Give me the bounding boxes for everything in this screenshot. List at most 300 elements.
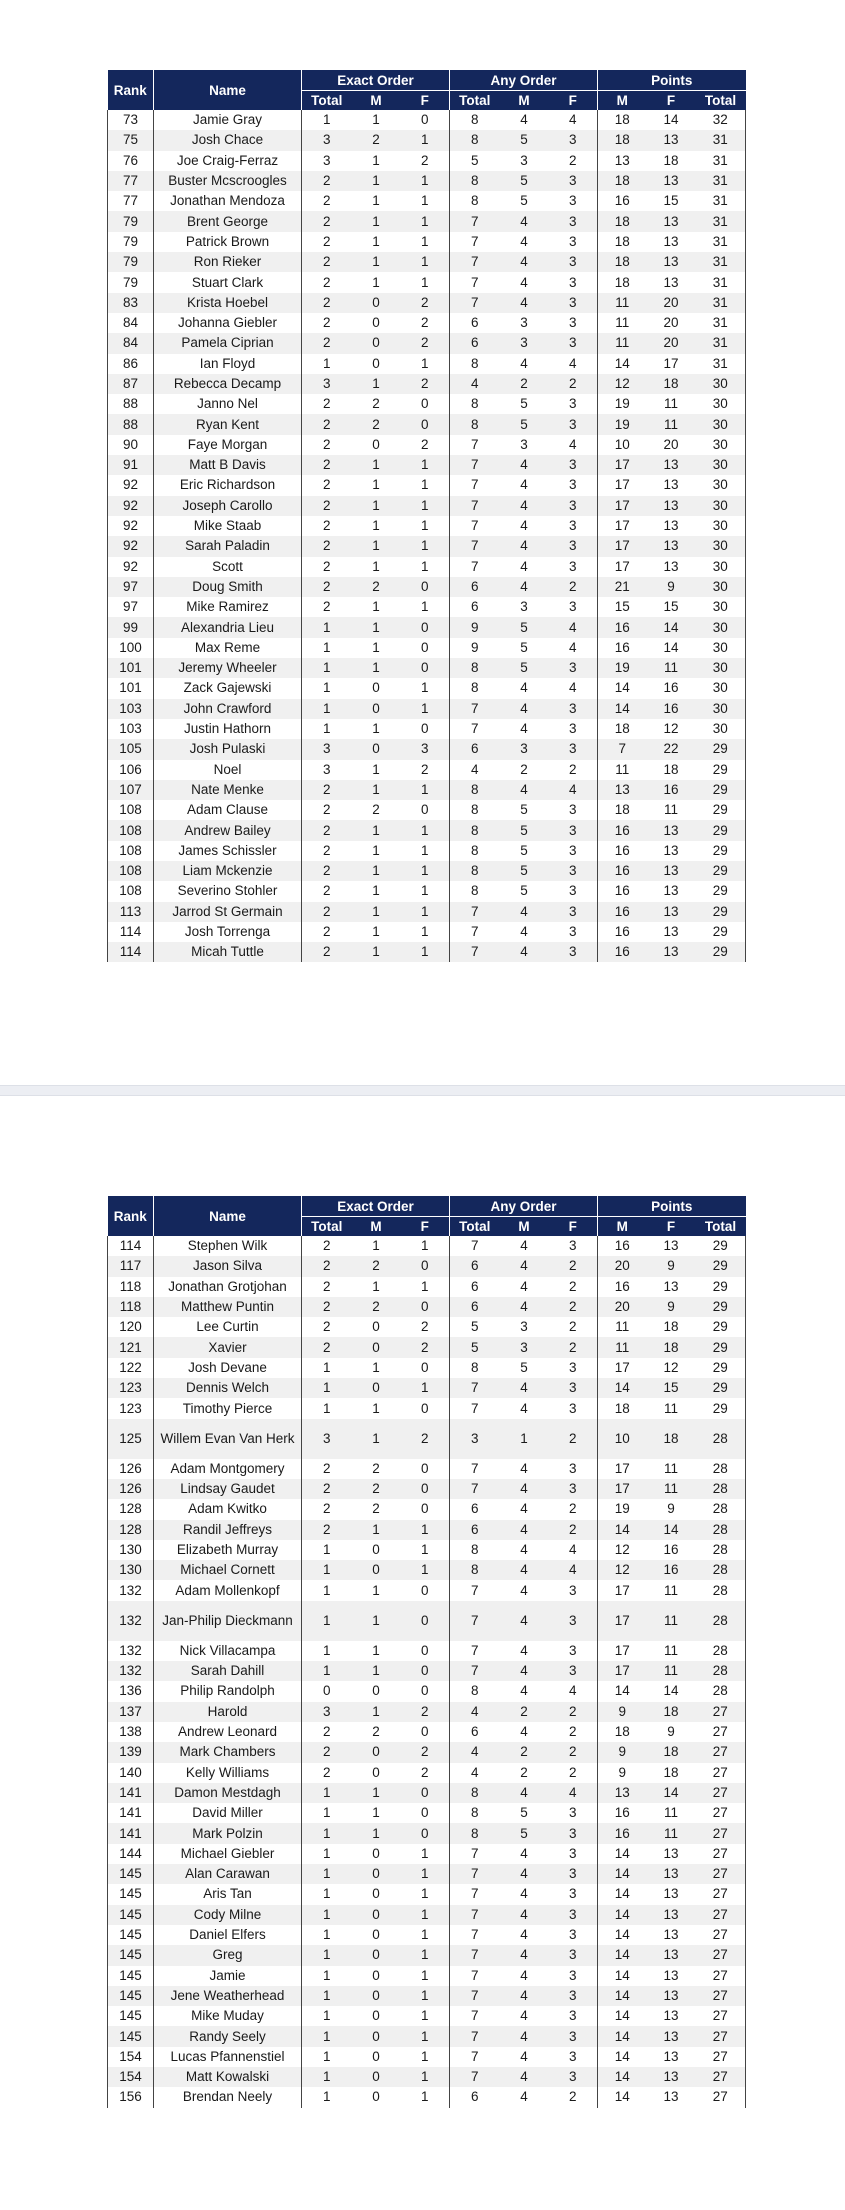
points-total-cell: 28 xyxy=(696,1419,746,1459)
table-row xyxy=(108,841,746,861)
exact-m-cell: 1 xyxy=(352,1419,401,1459)
points-f-cell: 9 xyxy=(647,577,696,597)
points-m-cell: 18 xyxy=(614,1400,630,1416)
exact-f-cell: 2 xyxy=(401,1419,450,1459)
exact-m-cell: 1 xyxy=(352,1702,401,1722)
exact-m-cell: 0 xyxy=(372,2048,380,2064)
points-f-cell: 13 xyxy=(663,842,679,858)
any-m-cell: 2 xyxy=(500,1742,549,1762)
any-total-cell: 7 xyxy=(450,2026,500,2046)
table-row xyxy=(108,1378,746,1398)
exact-total-cell: 2 xyxy=(322,233,331,249)
points-f-cell: 13 xyxy=(647,171,696,191)
any-f-cell: 3 xyxy=(549,1378,598,1398)
header-rank: Rank xyxy=(108,70,154,110)
name-cell: Eric Richardson xyxy=(154,475,302,495)
exact-total-cell: 1 xyxy=(322,1967,331,1983)
points-total-cell: 27 xyxy=(696,1844,746,1864)
any-m-cell: 5 xyxy=(500,820,549,840)
rank-cell: 145 xyxy=(108,2006,154,2026)
points-total-cell: 27 xyxy=(696,1702,746,1722)
points-f-cell: 13 xyxy=(663,558,679,574)
table-row xyxy=(108,1905,746,1925)
rank-cell: 77 xyxy=(108,171,154,191)
any-total-cell: 7 xyxy=(450,1601,500,1641)
points-f-cell: 13 xyxy=(663,1238,679,1254)
points-m-cell: 9 xyxy=(598,1742,647,1762)
exact-total-cell: 1 xyxy=(322,1359,331,1375)
points-total-cell: 30 xyxy=(696,678,746,698)
name-cell: Elizabeth Murray xyxy=(154,1540,302,1560)
table-row xyxy=(108,1256,746,1276)
any-m-cell: 4 xyxy=(520,112,528,128)
points-f-cell: 13 xyxy=(663,1845,679,1861)
exact-total-cell: 2 xyxy=(302,171,352,191)
points-total-cell: 30 xyxy=(696,475,746,495)
points-m-cell: 16 xyxy=(614,842,630,858)
points-m-cell: 17 xyxy=(614,518,630,534)
any-f-cell: 3 xyxy=(549,394,598,414)
name-cell: Sarah Paladin xyxy=(154,536,302,556)
points-total-cell: 30 xyxy=(696,699,746,719)
rank-cell: 77 xyxy=(108,191,154,211)
any-total-cell: 7 xyxy=(471,518,479,534)
any-m-cell: 2 xyxy=(520,761,528,777)
any-total-cell: 8 xyxy=(450,820,500,840)
any-f-cell: 2 xyxy=(549,1277,598,1297)
points-total-cell: 30 xyxy=(696,557,746,577)
name-cell: Brent George xyxy=(154,211,302,231)
exact-total-cell: 1 xyxy=(302,1864,352,1884)
name-cell: Johanna Giebler xyxy=(154,313,302,333)
exact-m-cell: 0 xyxy=(352,1378,401,1398)
name-cell: Josh Chace xyxy=(154,130,302,150)
name-cell: Max Reme xyxy=(154,638,302,658)
points-m-cell: 18 xyxy=(614,274,630,290)
any-total-cell: 7 xyxy=(450,455,500,475)
any-m-cell: 4 xyxy=(520,721,528,737)
name-cell: Adam Clause xyxy=(154,800,302,820)
points-f-cell: 14 xyxy=(647,617,696,637)
points-total-cell: 27 xyxy=(696,2047,746,2067)
rank-cell: 132 xyxy=(108,1601,154,1641)
any-f-cell: 2 xyxy=(549,760,598,780)
table-row xyxy=(108,1459,746,1479)
points-total-cell: 30 xyxy=(696,496,746,516)
rank-cell: 140 xyxy=(108,1763,154,1783)
points-total-cell: 27 xyxy=(696,1905,746,1925)
points-total-cell: 30 xyxy=(696,374,746,394)
name-cell: Adam Montgomery xyxy=(154,1459,302,1479)
any-total-cell: 8 xyxy=(471,1359,479,1375)
points-f-cell: 11 xyxy=(664,396,679,412)
name-cell: Ryan Kent xyxy=(154,414,302,434)
exact-m-cell: 1 xyxy=(372,1238,380,1254)
header-any-f: F xyxy=(549,91,598,111)
points-f-cell: 11 xyxy=(664,802,679,818)
any-m-cell: 5 xyxy=(500,861,549,881)
table-row xyxy=(108,475,746,495)
points-f-cell: 9 xyxy=(667,1501,675,1517)
name-cell: Mike Muday xyxy=(154,2006,302,2026)
exact-m-cell: 1 xyxy=(372,274,380,290)
points-total-cell: 28 xyxy=(696,1580,746,1600)
points-m-cell: 14 xyxy=(614,1967,630,1983)
any-total-cell: 4 xyxy=(450,374,500,394)
exact-total-cell: 2 xyxy=(302,861,352,881)
rank-cell: 122 xyxy=(108,1358,154,1378)
any-total-cell: 7 xyxy=(450,902,500,922)
exact-m-cell: 2 xyxy=(372,1724,380,1740)
table-row xyxy=(108,130,746,150)
name-cell: Micah Tuttle xyxy=(154,942,302,962)
table-row xyxy=(108,719,746,739)
points-total-cell: 30 xyxy=(696,617,746,637)
table-row xyxy=(108,800,746,820)
exact-f-cell: 0 xyxy=(401,1601,450,1641)
rank-cell: 108 xyxy=(108,881,154,901)
exact-f-cell: 1 xyxy=(401,1378,450,1398)
exact-total-cell: 2 xyxy=(322,599,331,615)
table-row xyxy=(108,1560,746,1580)
rank-cell: 123 xyxy=(108,1378,154,1398)
exact-m-cell: 0 xyxy=(352,333,401,353)
points-m-cell: 14 xyxy=(614,1927,630,1943)
points-m-cell: 20 xyxy=(598,1297,647,1317)
points-m-cell: 14 xyxy=(598,699,647,719)
points-total-cell: 27 xyxy=(696,2006,746,2026)
name-cell: John Crawford xyxy=(154,699,302,719)
any-f-cell: 3 xyxy=(549,475,598,495)
exact-f-cell: 1 xyxy=(401,455,450,475)
any-f-cell: 2 xyxy=(549,1317,598,1337)
points-f-cell: 18 xyxy=(663,1319,679,1335)
exact-f-cell: 2 xyxy=(401,374,450,394)
header-points-total: Total xyxy=(696,91,746,111)
points-f-cell: 13 xyxy=(647,211,696,231)
table-row xyxy=(108,1966,746,1986)
table-row xyxy=(108,902,746,922)
any-m-cell: 2 xyxy=(500,374,549,394)
rank-cell: 138 xyxy=(108,1722,154,1742)
exact-total-cell: 2 xyxy=(322,1238,331,1254)
header-points: Points xyxy=(598,70,746,91)
exact-total-cell: 3 xyxy=(302,1702,352,1722)
rank-cell: 92 xyxy=(108,557,154,577)
points-m-cell: 16 xyxy=(614,1238,630,1254)
points-f-cell: 13 xyxy=(647,1986,696,2006)
points-f-cell: 18 xyxy=(647,1742,696,1762)
table-row xyxy=(108,455,746,475)
name-cell: David Miller xyxy=(154,1803,302,1823)
points-f-cell: 18 xyxy=(663,1764,679,1780)
rank-cell: 114 xyxy=(108,942,154,962)
exact-total-cell: 1 xyxy=(302,1601,352,1641)
exact-f-cell: 1 xyxy=(401,1864,450,1884)
rank-cell: 106 xyxy=(108,760,154,780)
points-f-cell: 12 xyxy=(663,721,679,737)
points-f-cell: 13 xyxy=(647,1945,696,1965)
any-m-cell: 4 xyxy=(500,1783,549,1803)
any-f-cell: 3 xyxy=(549,1966,598,1986)
name-cell: Dennis Welch xyxy=(154,1378,302,1398)
points-m-cell: 17 xyxy=(598,1479,647,1499)
exact-f-cell: 1 xyxy=(401,678,450,698)
points-f-cell: 13 xyxy=(663,1278,679,1294)
points-m-cell: 18 xyxy=(614,802,630,818)
any-m-cell: 3 xyxy=(520,315,528,331)
exact-m-cell: 2 xyxy=(352,1479,401,1499)
points-total-cell: 27 xyxy=(696,1763,746,1783)
points-f-cell: 18 xyxy=(647,1337,696,1357)
exact-total-cell: 1 xyxy=(322,1642,331,1658)
rank-cell: 125 xyxy=(108,1419,154,1459)
any-total-cell: 4 xyxy=(471,761,479,777)
points-f-cell: 20 xyxy=(647,333,696,353)
exact-total-cell: 2 xyxy=(322,1764,331,1780)
name-cell: Alan Carawan xyxy=(154,1864,302,1884)
points-total-cell: 29 xyxy=(696,1297,746,1317)
exact-total-cell: 2 xyxy=(322,193,331,209)
any-f-cell: 3 xyxy=(549,1641,598,1661)
any-f-cell: 3 xyxy=(549,1358,598,1378)
exact-m-cell: 2 xyxy=(372,1460,380,1476)
any-f-cell: 2 xyxy=(549,1722,598,1742)
exact-total-cell: 2 xyxy=(322,842,331,858)
any-m-cell: 2 xyxy=(520,1764,528,1780)
exact-m-cell: 1 xyxy=(372,1642,380,1658)
rank-cell: 145 xyxy=(108,1966,154,1986)
exact-m-cell: 0 xyxy=(352,1945,401,1965)
points-total-cell: 27 xyxy=(696,1966,746,1986)
name-cell: Noel xyxy=(154,760,302,780)
points-total-cell: 29 xyxy=(696,1337,746,1357)
any-total-cell: 4 xyxy=(471,1764,479,1780)
any-f-cell: 3 xyxy=(549,1803,598,1823)
points-f-cell: 13 xyxy=(647,252,696,272)
exact-total-cell: 3 xyxy=(302,374,352,394)
header-points-m: M xyxy=(598,91,647,111)
any-f-cell: 4 xyxy=(549,354,598,374)
exact-f-cell: 0 xyxy=(401,1722,450,1742)
points-f-cell: 18 xyxy=(647,374,696,394)
points-total-cell: 31 xyxy=(696,171,746,191)
any-f-cell: 3 xyxy=(549,2047,598,2067)
exact-f-cell: 1 xyxy=(401,881,450,901)
rank-cell: 128 xyxy=(108,1499,154,1519)
points-m-cell: 16 xyxy=(614,1278,630,1294)
any-f-cell: 3 xyxy=(549,455,598,475)
points-f-cell: 16 xyxy=(647,699,696,719)
exact-f-cell: 2 xyxy=(401,1742,450,1762)
exact-f-cell: 2 xyxy=(401,1337,450,1357)
name-cell: Alexandria Lieu xyxy=(154,617,302,637)
any-f-cell: 2 xyxy=(549,374,598,394)
points-m-cell: 14 xyxy=(598,1905,647,1925)
table-row xyxy=(108,658,746,678)
points-f-cell: 13 xyxy=(647,1864,696,1884)
exact-f-cell: 1 xyxy=(401,1844,450,1864)
points-m-cell: 16 xyxy=(614,924,630,940)
name-cell: Matt B Davis xyxy=(154,455,302,475)
points-total-cell: 30 xyxy=(696,394,746,414)
any-m-cell: 4 xyxy=(500,1297,549,1317)
exact-total-cell: 2 xyxy=(302,577,352,597)
exact-total-cell: 2 xyxy=(322,1501,331,1517)
rank-cell: 84 xyxy=(108,333,154,353)
any-m-cell: 4 xyxy=(520,1501,528,1517)
any-total-cell: 7 xyxy=(471,1582,479,1598)
any-m-cell: 3 xyxy=(520,152,528,168)
name-cell: Brendan Neely xyxy=(154,2087,302,2107)
standings-table-page-1 xyxy=(107,70,746,962)
points-m-cell: 18 xyxy=(598,211,647,231)
exact-total-cell: 2 xyxy=(302,1256,352,1276)
table-row xyxy=(108,638,746,658)
exact-total-cell: 2 xyxy=(322,1460,331,1476)
name-cell: Willem Evan Van Herk xyxy=(154,1419,302,1459)
table-row xyxy=(108,2006,746,2026)
points-m-cell: 16 xyxy=(614,193,630,209)
points-total-cell: 30 xyxy=(696,435,746,455)
any-total-cell: 6 xyxy=(450,577,500,597)
points-m-cell: 14 xyxy=(598,1520,647,1540)
rank-cell: 141 xyxy=(108,1783,154,1803)
points-m-cell: 14 xyxy=(614,1683,630,1699)
rank-cell: 79 xyxy=(108,232,154,252)
any-f-cell: 2 xyxy=(549,1520,598,1540)
any-total-cell: 7 xyxy=(450,942,500,962)
table-row xyxy=(108,1722,746,1742)
table-row xyxy=(108,272,746,292)
rank-cell: 103 xyxy=(108,699,154,719)
points-total-cell: 28 xyxy=(696,1601,746,1641)
any-f-cell: 2 xyxy=(549,1763,598,1783)
points-f-cell: 11 xyxy=(664,1582,679,1598)
points-total-cell: 29 xyxy=(696,1236,746,1256)
any-f-cell: 3 xyxy=(549,1844,598,1864)
exact-f-cell: 1 xyxy=(401,1966,450,1986)
points-total-cell: 31 xyxy=(696,252,746,272)
points-total-cell: 31 xyxy=(696,354,746,374)
any-total-cell: 8 xyxy=(471,1805,479,1821)
exact-total-cell: 2 xyxy=(302,293,352,313)
table-row xyxy=(108,171,746,191)
exact-total-cell: 2 xyxy=(302,1337,352,1357)
any-total-cell: 7 xyxy=(471,1642,479,1658)
any-total-cell: 6 xyxy=(471,2089,479,2105)
exact-m-cell: 1 xyxy=(372,152,380,168)
any-f-cell: 3 xyxy=(549,719,598,739)
name-cell: Patrick Brown xyxy=(154,232,302,252)
exact-m-cell: 0 xyxy=(372,1319,380,1335)
table-row xyxy=(108,1601,746,1641)
exact-m-cell: 1 xyxy=(352,455,401,475)
header-exact-m: M xyxy=(352,91,401,111)
name-cell: Ron Rieker xyxy=(154,252,302,272)
points-m-cell: 17 xyxy=(614,1460,630,1476)
table-row xyxy=(108,577,746,597)
any-m-cell: 4 xyxy=(520,2008,528,2024)
points-total-cell: 29 xyxy=(696,1277,746,1297)
any-m-cell: 4 xyxy=(520,2048,528,2064)
table-row xyxy=(108,942,746,962)
name-cell: Nate Menke xyxy=(154,780,302,800)
rank-cell: 141 xyxy=(108,1823,154,1843)
points-f-cell: 13 xyxy=(647,942,696,962)
name-cell: Lindsay Gaudet xyxy=(154,1479,302,1499)
name-cell: Andrew Leonard xyxy=(154,1722,302,1742)
points-f-cell: 22 xyxy=(647,739,696,759)
name-cell: Randil Jeffreys xyxy=(154,1520,302,1540)
exact-f-cell: 1 xyxy=(401,1236,450,1256)
any-total-cell: 8 xyxy=(450,1783,500,1803)
points-f-cell: 13 xyxy=(663,1886,679,1902)
rank-cell: 156 xyxy=(108,2087,154,2107)
any-m-cell: 4 xyxy=(500,1864,549,1884)
any-f-cell: 3 xyxy=(549,313,598,333)
exact-f-cell: 1 xyxy=(401,942,450,962)
name-cell: Doug Smith xyxy=(154,577,302,597)
name-cell: Mike Ramirez xyxy=(154,597,302,617)
exact-total-cell: 1 xyxy=(322,1582,331,1598)
any-m-cell: 4 xyxy=(520,924,528,940)
points-m-cell: 12 xyxy=(598,1560,647,1580)
exact-m-cell: 0 xyxy=(352,2026,401,2046)
name-cell: Joseph Carollo xyxy=(154,496,302,516)
rank-cell: 136 xyxy=(108,1681,154,1701)
exact-m-cell: 1 xyxy=(352,902,401,922)
points-m-cell: 14 xyxy=(614,1886,630,1902)
name-cell: Mark Polzin xyxy=(154,1823,302,1843)
exact-f-cell: 1 xyxy=(401,820,450,840)
any-m-cell: 4 xyxy=(520,477,528,493)
points-m-cell: 19 xyxy=(614,1501,630,1517)
exact-total-cell: 1 xyxy=(302,1986,352,2006)
exact-f-cell: 1 xyxy=(401,1540,450,1560)
table-row xyxy=(108,211,746,231)
points-f-cell: 15 xyxy=(647,1378,696,1398)
exact-total-cell: 1 xyxy=(302,1783,352,1803)
exact-m-cell: 0 xyxy=(352,293,401,313)
rank-cell: 145 xyxy=(108,1945,154,1965)
name-cell: Randy Seely xyxy=(154,2026,302,2046)
points-f-cell: 13 xyxy=(647,2026,696,2046)
points-m-cell: 16 xyxy=(614,883,630,899)
exact-m-cell: 2 xyxy=(352,414,401,434)
any-total-cell: 7 xyxy=(471,2008,479,2024)
rank-cell: 101 xyxy=(108,658,154,678)
points-m-cell: 18 xyxy=(598,171,647,191)
name-cell: Scott xyxy=(154,557,302,577)
points-m-cell: 16 xyxy=(598,902,647,922)
rank-cell: 92 xyxy=(108,516,154,536)
any-m-cell: 4 xyxy=(520,1400,528,1416)
exact-m-cell: 0 xyxy=(372,315,380,331)
points-f-cell: 11 xyxy=(664,1805,679,1821)
table-row xyxy=(108,1702,746,1722)
points-m-cell: 11 xyxy=(598,333,647,353)
exact-f-cell: 1 xyxy=(401,1925,450,1945)
standings-body-page-2 xyxy=(108,1236,746,2108)
name-cell: Mark Chambers xyxy=(154,1742,302,1762)
any-f-cell: 3 xyxy=(549,1459,598,1479)
any-total-cell: 7 xyxy=(471,2048,479,2064)
table-row xyxy=(108,1986,746,2006)
name-cell: Josh Torrenga xyxy=(154,922,302,942)
points-f-cell: 15 xyxy=(663,599,679,615)
exact-m-cell: 1 xyxy=(352,374,401,394)
